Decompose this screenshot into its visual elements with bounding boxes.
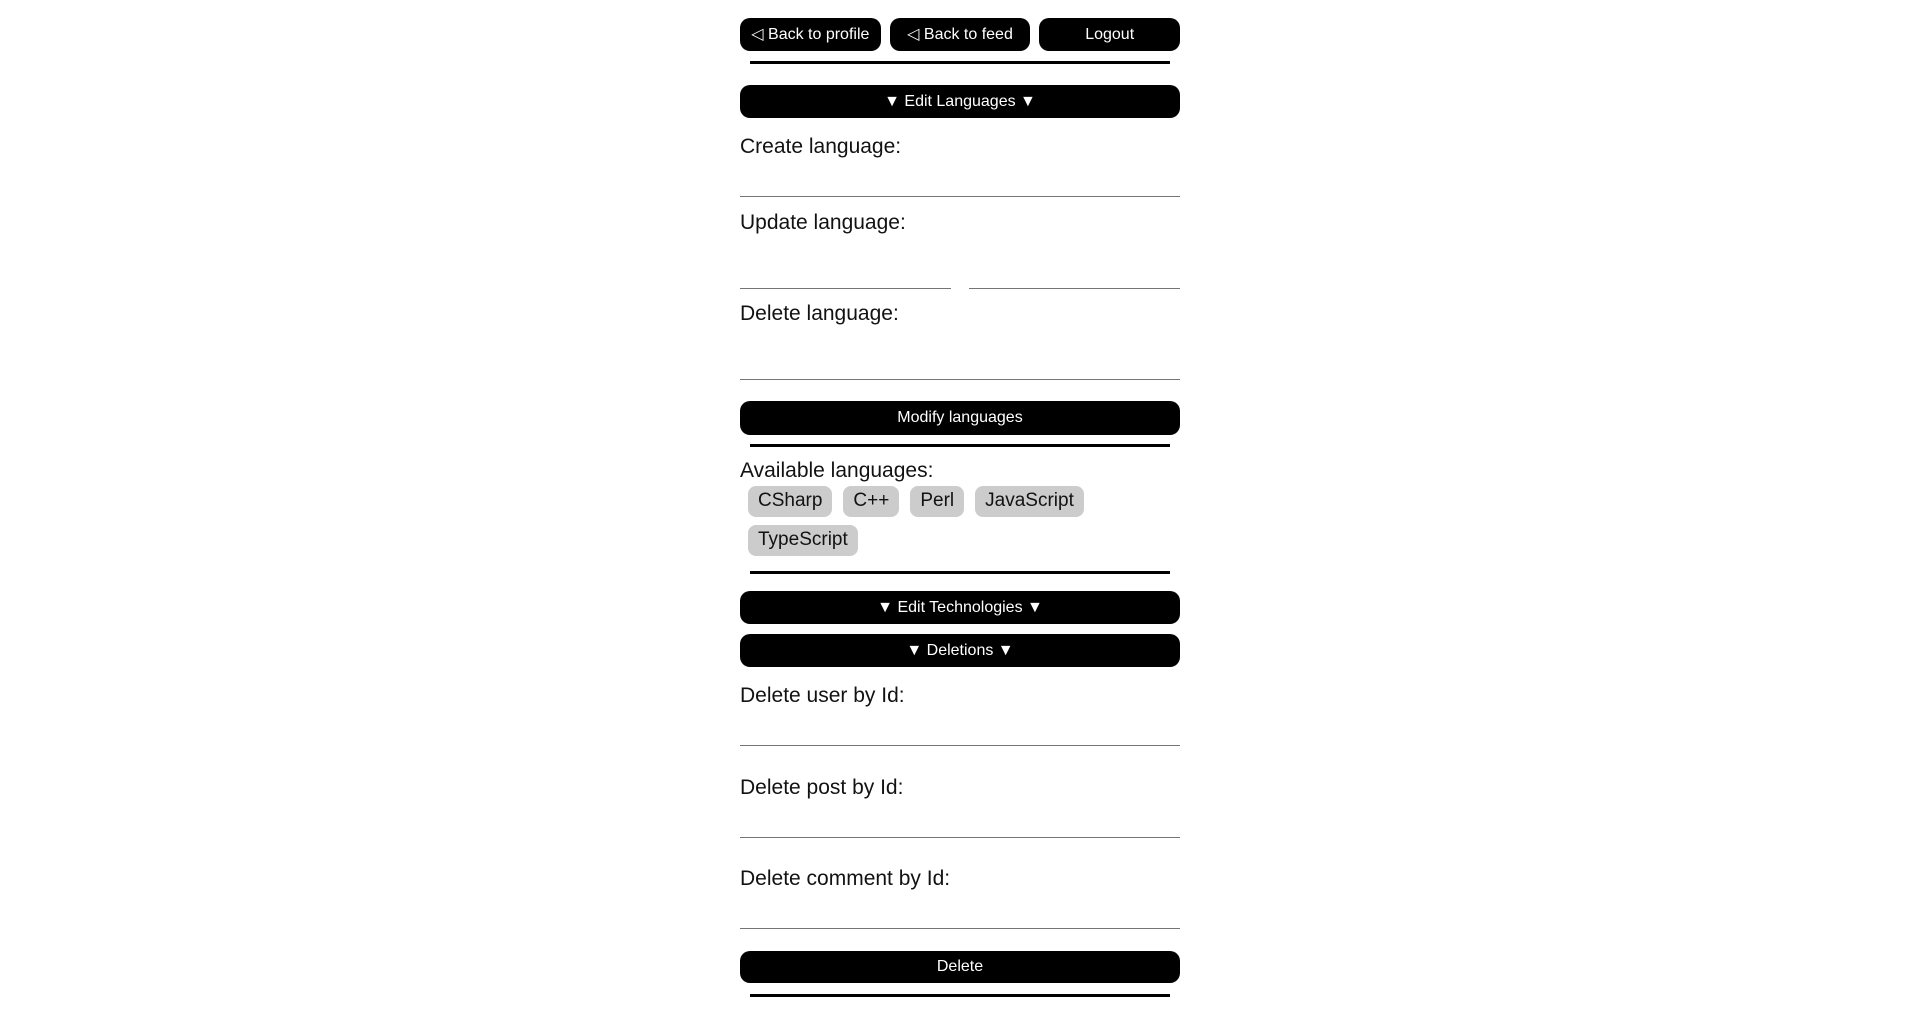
delete-language-input[interactable] bbox=[740, 326, 1180, 380]
top-navigation-row bbox=[740, 18, 1180, 51]
delete-submit-button[interactable]: Delete bbox=[740, 951, 1180, 983]
delete-post-by-id-label: Delete post by Id: bbox=[740, 776, 904, 799]
language-chip[interactable]: TypeScript bbox=[748, 525, 858, 556]
language-chip[interactable]: CSharp bbox=[748, 486, 832, 517]
divider bbox=[750, 994, 1170, 997]
admin-panel bbox=[740, 0, 1180, 997]
update-language-new-input[interactable] bbox=[969, 235, 1180, 289]
logout-button[interactable]: Logout bbox=[1039, 18, 1180, 51]
back-to-profile-button[interactable]: ◁ Back to profile bbox=[740, 18, 881, 51]
delete-language-label: Delete language: bbox=[740, 302, 899, 325]
divider bbox=[750, 61, 1170, 64]
delete-user-by-id-label: Delete user by Id: bbox=[740, 684, 905, 707]
delete-user-by-id-input[interactable] bbox=[740, 708, 1180, 746]
available-languages-list bbox=[748, 486, 1108, 556]
deletions-toggle-button[interactable]: ▼ Deletions ▼ bbox=[740, 634, 1180, 667]
delete-comment-by-id-input[interactable] bbox=[740, 891, 1180, 929]
update-language-label: Update language: bbox=[740, 211, 906, 234]
language-chip[interactable]: Perl bbox=[910, 486, 964, 517]
delete-post-by-id-input[interactable] bbox=[740, 800, 1180, 838]
modify-languages-button[interactable]: Modify languages bbox=[740, 401, 1180, 435]
divider bbox=[750, 444, 1170, 447]
language-chip[interactable]: C++ bbox=[843, 486, 899, 517]
available-languages-label: Available languages: bbox=[740, 459, 934, 482]
update-language-inputs-row bbox=[740, 235, 1180, 289]
edit-languages-toggle-button[interactable]: ▼ Edit Languages ▼ bbox=[740, 85, 1180, 118]
language-chip[interactable]: JavaScript bbox=[975, 486, 1084, 517]
delete-comment-by-id-label: Delete comment by Id: bbox=[740, 867, 951, 890]
create-language-label: Create language: bbox=[740, 135, 902, 158]
back-to-feed-button[interactable]: ◁ Back to feed bbox=[890, 18, 1031, 51]
divider bbox=[750, 571, 1170, 574]
create-language-input[interactable] bbox=[740, 159, 1180, 197]
edit-technologies-toggle-button[interactable]: ▼ Edit Technologies ▼ bbox=[740, 591, 1180, 624]
update-language-old-input[interactable] bbox=[740, 235, 951, 289]
